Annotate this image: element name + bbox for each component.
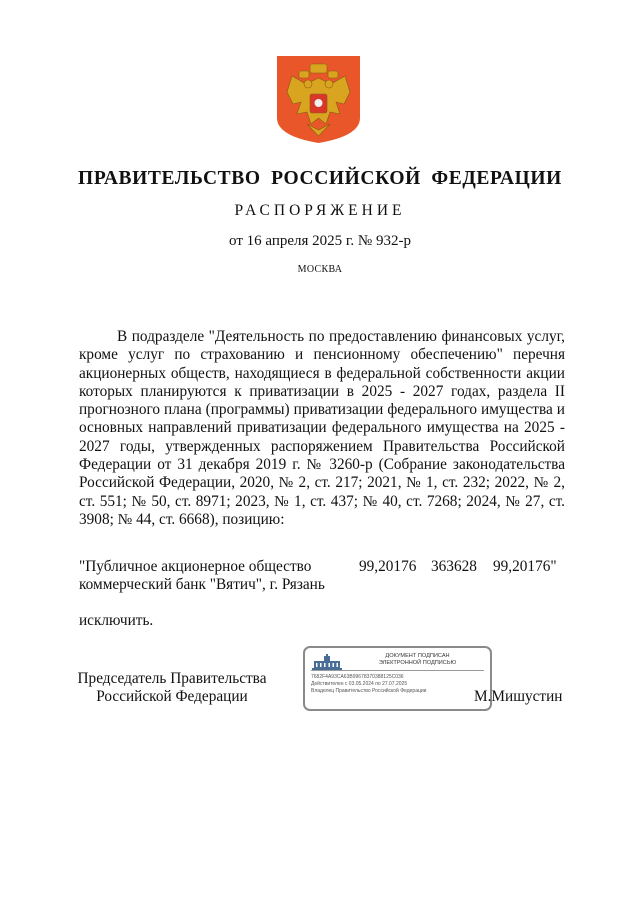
stamp-owner: Владелец Правительство Российской Федерации (311, 688, 427, 694)
action-text: исключить. (79, 612, 154, 629)
coat-of-arms (277, 56, 360, 143)
government-title: ПРАВИТЕЛЬСТВО РОССИЙСКОЙ ФЕДЕРАЦИИ (78, 168, 562, 189)
document-type: РАСПОРЯЖЕНИЕ (234, 202, 406, 219)
stamp-serial: 7682F4A93CA63B99678370388125C036 (311, 674, 404, 680)
entry-value-2: 363628 (431, 558, 477, 575)
stamp-title-line-2: ЭЛЕКТРОННОЙ ПОДПИСЬЮ (378, 660, 457, 666)
entry-company-name: "Публичное акционерное общество коммерческий банк "Вятич", г. Рязань (79, 558, 325, 594)
stamp-validity: Действителен с 03.05.2024 по 27.07.2025 (311, 681, 408, 687)
document-body (79, 328, 565, 529)
signer-name: М.Мишустин (474, 688, 563, 705)
stamp-details (311, 674, 486, 695)
entry-value-1: 99,20176 (359, 558, 417, 575)
electronic-signature-stamp (303, 646, 492, 711)
russian-coat-of-arms-icon (277, 56, 360, 143)
document-city: МОСКВА (297, 264, 343, 275)
entry-value-3: 99,20176" (493, 558, 557, 575)
stamp-title-line-1: ДОКУМЕНТ ПОДПИСАН (385, 653, 450, 659)
stamp-title (345, 653, 490, 667)
stamp-divider (311, 670, 484, 671)
main-paragraph: В подразделе "Деятельность по предоставлению финансовых услуг, кроме услуг по страхованию и пенсионному обеспечению" перечня акционерных обществ, находящиеся в федеральной собственности акции которых планируются к приватизации в 2025 - 2027 годах, раздела II прогнозного плана (программы) приватизации федерального имущества и основных направлений приватизации федерального имущества на 2025 - 2027 годы, утвержденных распоряжением Правительства Российской Федерации от 31 декабря 2019 г. № 3260-р (Собрание законодательства Российской Федерации, 2020, № 2, ст. 217; 2021, № 1, ст. 232; 2022, № 2, ст. 551; № 50, ст. 8971; 2023, № 1, ст. 437; № 40, ст. 7268; 2024, № 27, ст. 3908; № 44, ст. 6668), позицию: (79, 328, 565, 528)
signer-position: Председатель Правительства Российской Федерации (77, 670, 267, 706)
document-date-number: от 16 апреля 2025 г. № 932-р (229, 233, 411, 249)
